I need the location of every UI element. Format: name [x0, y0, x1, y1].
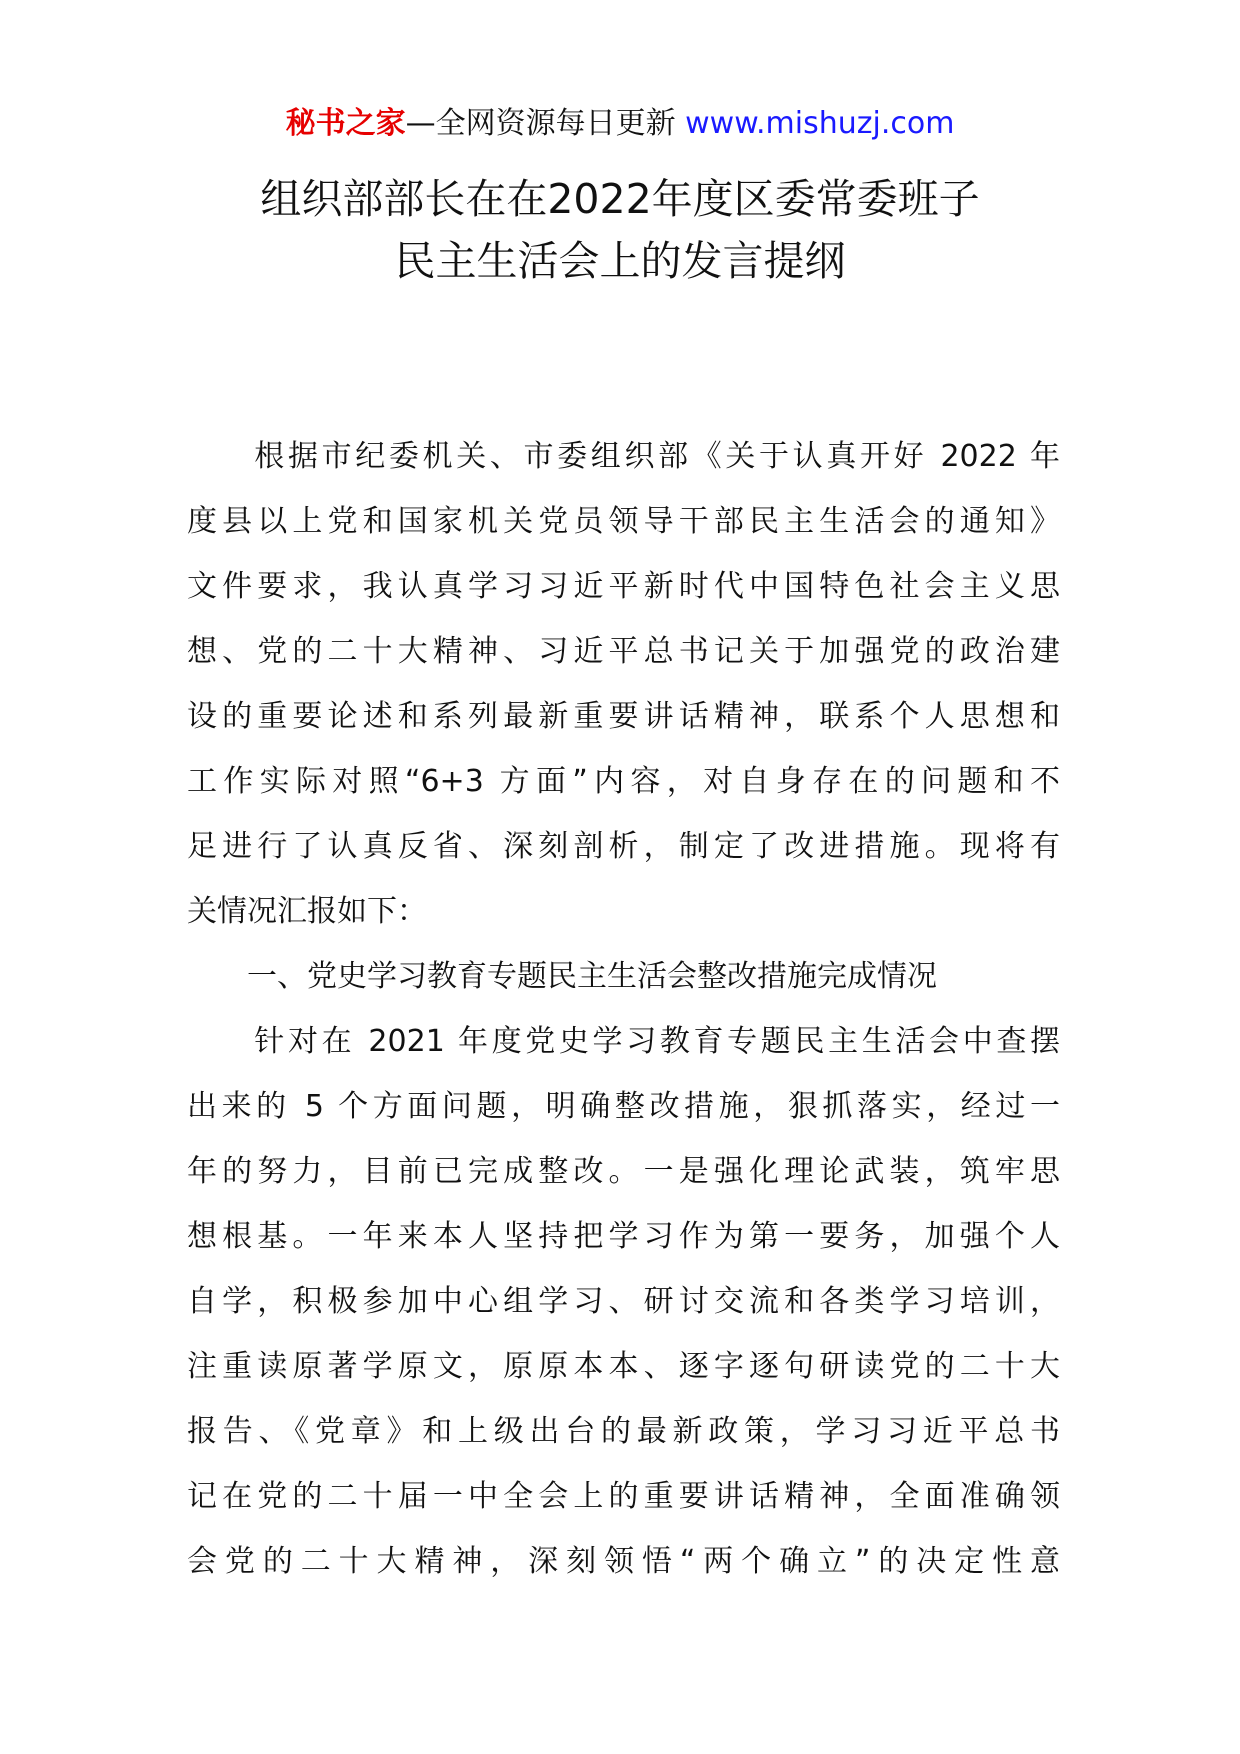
site-url[interactable]: www.mishuzj.com [685, 106, 955, 141]
site-header [0, 104, 1240, 144]
body-line: 记在党的二十届一中全会上的重要讲话精神，全面准确领 [187, 1479, 1060, 1514]
body-line: 自学，积极参加中心组学习、研讨交流和各类学习培训， [187, 1284, 1060, 1319]
document-title [0, 168, 1240, 292]
title-line-2: 民主生活会上的发言提纲 [394, 237, 846, 285]
body-line: 想、党的二十大精神、习近平总书记关于加强党的政治建 [187, 634, 1060, 669]
section-heading: 一、党史学习教育专题民主生活会整改措施完成情况 [187, 959, 937, 994]
body-line: 想根基。一年来本人坚持把学习作为第一要务，加强个人 [187, 1219, 1060, 1254]
body-line: 会党的二十大精神，深刻领悟“两个确立”的决定性意 [187, 1544, 1060, 1579]
body-line: 度县以上党和国家机关党员领导干部民主生活会的通知》 [187, 504, 1060, 539]
body-line: 设的重要论述和系列最新重要讲话精神，联系个人思想和 [187, 699, 1060, 734]
body-line: 针对在 2021 年度党史学习教育专题民主生活会中查摆 [187, 1024, 1060, 1059]
body-line: 关情况汇报如下： [187, 894, 427, 929]
body-line: 报告、《党章》和上级出台的最新政策，学习习近平总书 [187, 1414, 1060, 1449]
title-line-1: 组织部部长在在2022年度区委常委班子 [260, 175, 980, 223]
body-line: 工作实际对照“6+3 方面”内容，对自身存在的问题和不 [187, 764, 1060, 799]
body-line: 年的努力，目前已完成整改。一是强化理论武装，筑牢思 [187, 1154, 1060, 1189]
body-line: 出来的 5 个方面问题，明确整改措施，狠抓落实，经过一 [187, 1089, 1060, 1124]
body-line: 根据市纪委机关、市委组织部《关于认真开好 2022 年 [187, 439, 1060, 474]
header-tagline: —全网资源每日更新 [405, 106, 686, 141]
body-line: 注重读原著学原文，原原本本、逐字逐句研读党的二十大 [187, 1349, 1060, 1384]
brand-name: 秘书之家 [285, 106, 406, 141]
body-line: 足进行了认真反省、深刻剖析，制定了改进措施。现将有 [187, 829, 1060, 864]
body-line: 文件要求，我认真学习习近平新时代中国特色社会主义思 [187, 569, 1060, 604]
document-body [187, 424, 1060, 1594]
